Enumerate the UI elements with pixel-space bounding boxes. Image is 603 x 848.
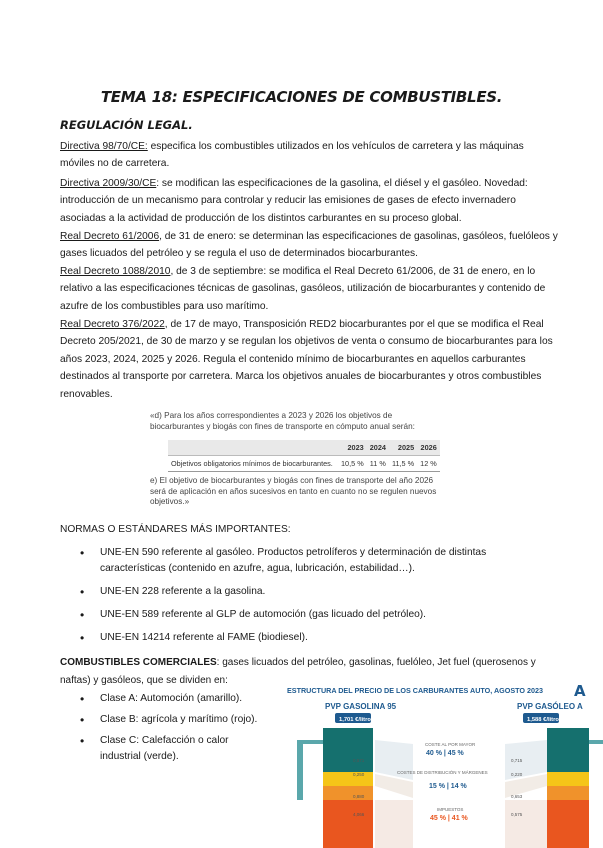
left-pump-hose xyxy=(301,740,323,744)
paragraph-rd-376-2022 xyxy=(60,316,560,403)
list-item: • Clase B: agrícola y marítimo (rojo). xyxy=(80,712,280,728)
table-cell: 11 % xyxy=(367,456,389,472)
left-price: 1,701 €/litro xyxy=(339,717,371,723)
section-heading-regulacion: REGULACIÓN LEGAL. xyxy=(60,118,193,132)
table-header-cell: 2023 xyxy=(338,440,367,456)
list-item: • UNE-EN 14214 referente al FAME (biodiesel). xyxy=(80,630,550,646)
law-description: , de 31 de enero: se determinan las especificaciones de gasolinas, gasóleos, fuelóleos y gases licuados del petróleo y se regula el uso de determinados biocarburantes. xyxy=(60,231,558,260)
category-label-taxes: IMPUESTOS xyxy=(437,807,464,812)
table-header-cell: 2026 xyxy=(417,440,440,456)
right-tax-value: 0,575 xyxy=(511,812,523,817)
left-segment-taxes xyxy=(323,800,373,848)
left-pump-body xyxy=(323,728,373,772)
infographic-svg xyxy=(285,682,603,848)
list-item: • UNE-EN 590 referente al gasóleo. Productos petrolíferos y determinación de distintas características (contenido en azufre, agua, lubricación, estabilidad…). xyxy=(80,545,550,577)
left-segment-wholesale xyxy=(323,772,373,786)
price-structure-infographic xyxy=(285,682,603,848)
right-segment-taxes xyxy=(547,800,589,848)
law-reference: Real Decreto 376/2022 xyxy=(60,319,165,330)
biocarburantes-table xyxy=(168,440,440,472)
paragraph-directiva-98 xyxy=(60,138,560,173)
right-segment-wholesale xyxy=(547,772,589,786)
paragraph-rd-61-2006 xyxy=(60,228,560,263)
left-pump-label: PVP GASOLINA 95 xyxy=(325,702,397,711)
category-value-distribution: 15 % | 14 % xyxy=(429,783,467,790)
ribbon-taxes-right xyxy=(505,800,547,848)
right-pump-hose xyxy=(589,740,603,744)
right-pump-body xyxy=(547,728,589,772)
right-value-2: 0,220 xyxy=(511,772,523,777)
left-pump-hose xyxy=(297,740,303,800)
clases-list xyxy=(80,691,280,765)
page-title: TEMA 18: ESPECIFICACIONES DE COMBUSTIBLES. xyxy=(100,88,503,106)
right-segment-distribution xyxy=(547,786,589,800)
infographic-title: ESTRUCTURA DEL PRECIO DE LOS CARBURANTES AUTO, AGOSTO 2023 xyxy=(287,686,543,695)
law-description: : se modifican las especificaciones de la gasolina, el diésel y el gasóleo. Novedad: introducción de un mecanismo para controlar y reducir las emisiones de gases de efecto invernadero asociadas a la actividad de producción de los distintos carburantes en su proceso global. xyxy=(60,178,528,224)
brand-logo: A xyxy=(574,682,586,700)
category-label-wholesale: COSTE AL POR MAYOR xyxy=(425,742,476,747)
normas-heading: NORMAS O ESTÁNDARES MÁS IMPORTANTES: xyxy=(60,524,291,535)
law-description: , de 17 de mayo, Transposición RED2 biocarburantes por el que se modifica el Real Decreto 205/2021, de 30 de marzo y se regulan los objetivos de venta o consumo de biocarburantes para los años 2023, 2024, 2025 y 2026. Regula el contenido mínimo de biocarburantes en aquellos carburantes destinados al transporte por carretera. Marca los objetivos anuales de biocarburantes y otros combustibles renovables. xyxy=(60,319,553,400)
category-label-distribution: COSTES DE DISTRIBUCIÓN Y MÁRGENES xyxy=(397,770,488,775)
law-reference: Directiva 2009/30/CE xyxy=(60,178,157,189)
law-description: , de 3 de septiembre: se modifica el Real Decreto 61/2006, de 31 de enero, en lo relativo a las especificaciones técnicas de gasolinas, gasóleos, utilización de biocarburantes y contenido de azufre de los combustibles para uso marítimo. xyxy=(60,266,546,312)
law-reference: Real Decreto 61/2006 xyxy=(60,231,160,242)
category-value-taxes: 45 % | 41 % xyxy=(430,815,468,822)
paragraph-rd-1088-2010 xyxy=(60,263,560,315)
left-value-1: 0,571 xyxy=(353,758,365,763)
combustibles-text: : gases licuados del petróleo, gasolinas, fuelóleo, Jet fuel (querosenos y naftas) y gasóleos, que se dividen en: xyxy=(60,657,536,686)
right-value-1: 0,715 xyxy=(511,758,523,763)
left-value-3: 0,880 xyxy=(353,794,365,799)
category-value-wholesale: 40 % | 45 % xyxy=(426,750,464,757)
right-value-3: 0,653 xyxy=(511,794,523,799)
normas-list xyxy=(80,545,550,646)
combustibles-heading: COMBUSTIBLES COMERCIALES xyxy=(60,657,217,668)
quote-intro: «d) Para los años correspondientes a 2023 y 2026 los objetivos de biocarburantes y biogás con fines de transporte en cómputo anual serán: xyxy=(150,411,415,431)
list-item: • UNE-EN 228 referente a la gasolina. xyxy=(80,584,550,600)
table-header-cell: 2025 xyxy=(389,440,417,456)
law-reference: Directiva 98/70/CE: xyxy=(60,141,148,152)
table-cell: 11,5 % xyxy=(389,456,417,472)
left-value-2: 0,250 xyxy=(353,772,365,777)
table-cell: 12 % xyxy=(417,456,440,472)
table-cell: Objetivos obligatorios mínimos de biocarburantes. xyxy=(168,456,338,472)
table-header-cell xyxy=(168,440,338,456)
law-description: especifica los combustibles utilizados en los vehículos de carretera y las máquinas móviles no de carretera. xyxy=(60,141,524,170)
list-item: • UNE-EN 589 referente al GLP de automoción (gas licuado del petróleo). xyxy=(80,607,550,623)
list-item: • Clase C: Calefacción o calor industrial (verde). xyxy=(80,733,250,765)
table-row xyxy=(168,456,440,472)
ribbon-taxes xyxy=(375,800,413,848)
paragraph-directiva-2009 xyxy=(60,175,560,227)
left-tax-value: 4,066 xyxy=(353,812,365,817)
left-segment-distribution xyxy=(323,786,373,800)
law-reference: Real Decreto 1088/2010 xyxy=(60,266,171,277)
right-price: 1,588 €/litro xyxy=(527,717,559,723)
table-header-row xyxy=(168,440,440,456)
list-item: • Clase A: Automoción (amarillo). xyxy=(80,691,280,707)
right-pump-label: PVP GASÓLEO A xyxy=(517,702,583,711)
table-cell: 10,5 % xyxy=(338,456,367,472)
quote-outro: e) El objetivo de biocarburantes y biogás con fines de transporte del año 2026 será de aplicación en años sucesivos en tanto en cuanto no se regulen nuevos objetivos.» xyxy=(150,476,437,506)
table-header-cell: 2024 xyxy=(367,440,389,456)
